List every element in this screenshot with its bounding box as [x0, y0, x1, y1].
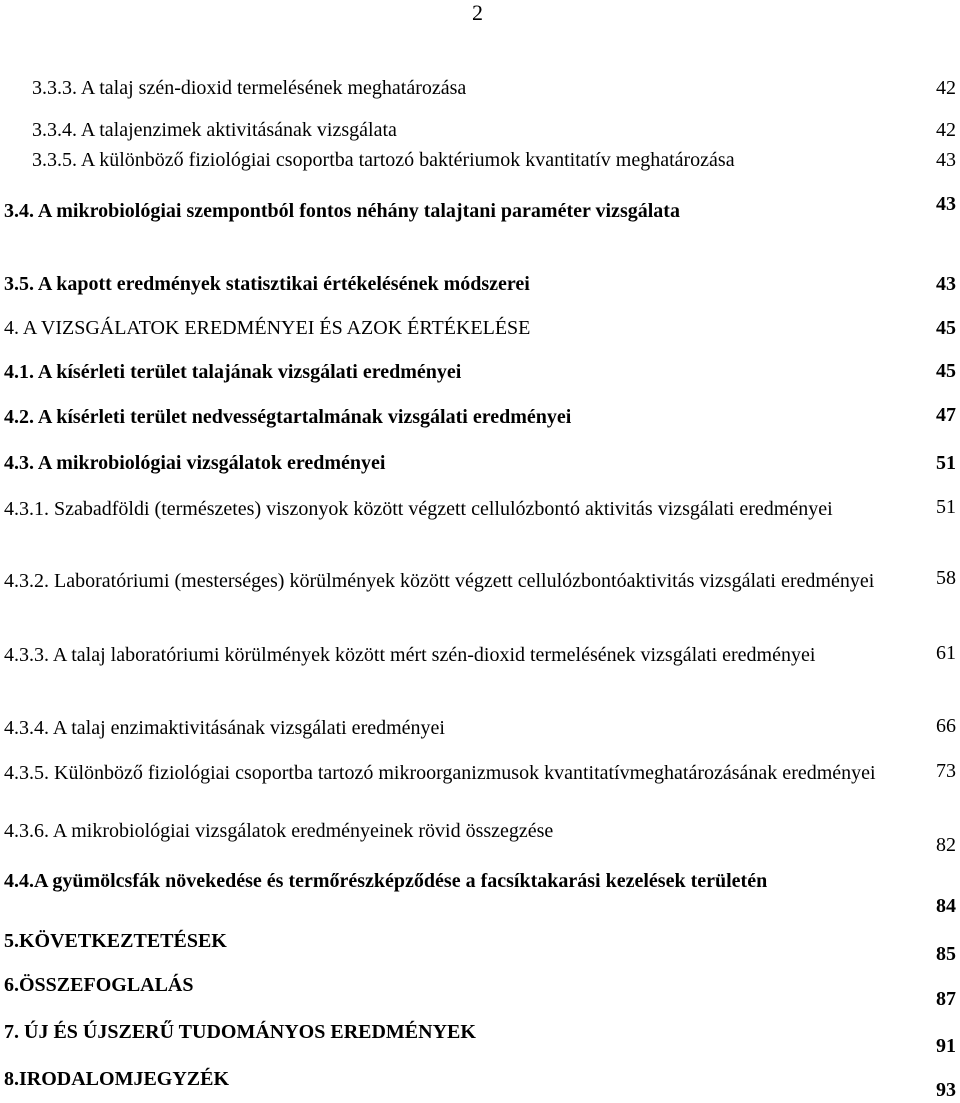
toc-entry-3-4: 3.4. A mikrobiológiai szempontból fontos néhány talajtani paraméter vizsgálata: [4, 200, 680, 222]
toc-page-3-3-4: 42: [936, 119, 956, 141]
toc-page-3-3-5: 43: [936, 149, 956, 171]
toc-entry-8: 8.IRODALOMJEGYZÉK: [4, 1068, 230, 1090]
toc-entry-4-3-1: 4.3.1. Szabadföldi (természetes) viszonyok között végzett cellulózbontó aktivitás vizsgálati eredményei: [4, 498, 833, 520]
toc-entry-4-2: 4.2. A kísérleti terület nedvességtartalmának vizsgálati eredményei: [4, 406, 572, 428]
toc-page-3-3-3: 42: [936, 77, 956, 99]
toc-entry-6: 6.ÖSSZEFOGLALÁS: [4, 974, 194, 996]
toc-entry-4-3-2: 4.3.2. Laboratóriumi (mesterséges) körülmények között végzett cellulózbontóaktivitás vizsgálati eredményei: [4, 570, 875, 592]
page-number: 2: [472, 0, 483, 25]
toc-page-4-3-6: 82: [936, 834, 956, 856]
toc-page-4-3-5: 73: [936, 760, 956, 782]
toc-entry-4-4: 4.4.A gyümölcsfák növekedése és termőrészképződése a facsíktakarási kezelések területén: [4, 870, 768, 892]
toc-page-4-1: 45: [936, 360, 956, 382]
toc-page-4: 45: [936, 317, 956, 339]
toc-page-4-3-1: 51: [936, 496, 956, 518]
toc-entry-4-3-5: 4.3.5. Különböző fiziológiai csoportba tartozó mikroorganizmusok kvantitatívmeghatározásának eredményei: [4, 762, 876, 784]
toc-page-4-3-4: 66: [936, 715, 956, 737]
toc-entry-4-3: 4.3. A mikrobiológiai vizsgálatok eredményei: [4, 452, 386, 474]
toc-entry-4: 4. A VIZSGÁLATOK EREDMÉNYEI ÉS AZOK ÉRTÉKELÉSE: [4, 317, 531, 339]
toc-page-4-4: 84: [936, 895, 956, 917]
toc-entry-4-1: 4.1. A kísérleti terület talajának vizsgálati eredményei: [4, 361, 462, 383]
toc-page-6: 87: [936, 988, 956, 1010]
toc-entry-3-5: 3.5. A kapott eredmények statisztikai értékelésének módszerei: [4, 273, 530, 295]
toc-entry-7: 7. ÚJ ÉS ÚJSZERŰ TUDOMÁNYOS EREDMÉNYEK: [4, 1021, 476, 1043]
toc-page-5: 85: [936, 943, 956, 965]
toc-entry-3-3-4: 3.3.4. A talajenzimek aktivitásának vizsgálata: [32, 119, 397, 141]
toc-page-7: 91: [936, 1035, 956, 1057]
toc-page-3-4: 43: [936, 193, 956, 215]
toc-page-8: 93: [936, 1079, 956, 1101]
toc-entry-5: 5.KÖVETKEZTETÉSEK: [4, 930, 227, 952]
toc-page-4-3-2: 58: [936, 567, 956, 589]
toc-page-4-2: 47: [936, 404, 956, 426]
toc-page-3-5: 43: [936, 273, 956, 295]
toc-entry-3-3-3: 3.3.3. A talaj szén-dioxid termelésének meghatározása: [32, 77, 467, 99]
toc-entry-4-3-4: 4.3.4. A talaj enzimaktivitásának vizsgálati eredményei: [4, 717, 445, 739]
toc-entry-3-3-5: 3.3.5. A különböző fiziológiai csoportba tartozó baktériumok kvantitatív meghatározása: [32, 149, 735, 171]
toc-entry-4-3-6: 4.3.6. A mikrobiológiai vizsgálatok eredményeinek rövid összegzése: [4, 820, 554, 842]
toc-page-4-3: 51: [936, 452, 956, 474]
toc-entry-4-3-3: 4.3.3. A talaj laboratóriumi körülmények között mért szén-dioxid termelésének vizsgálati eredményei: [4, 644, 816, 666]
toc-page-4-3-3: 61: [936, 642, 956, 664]
